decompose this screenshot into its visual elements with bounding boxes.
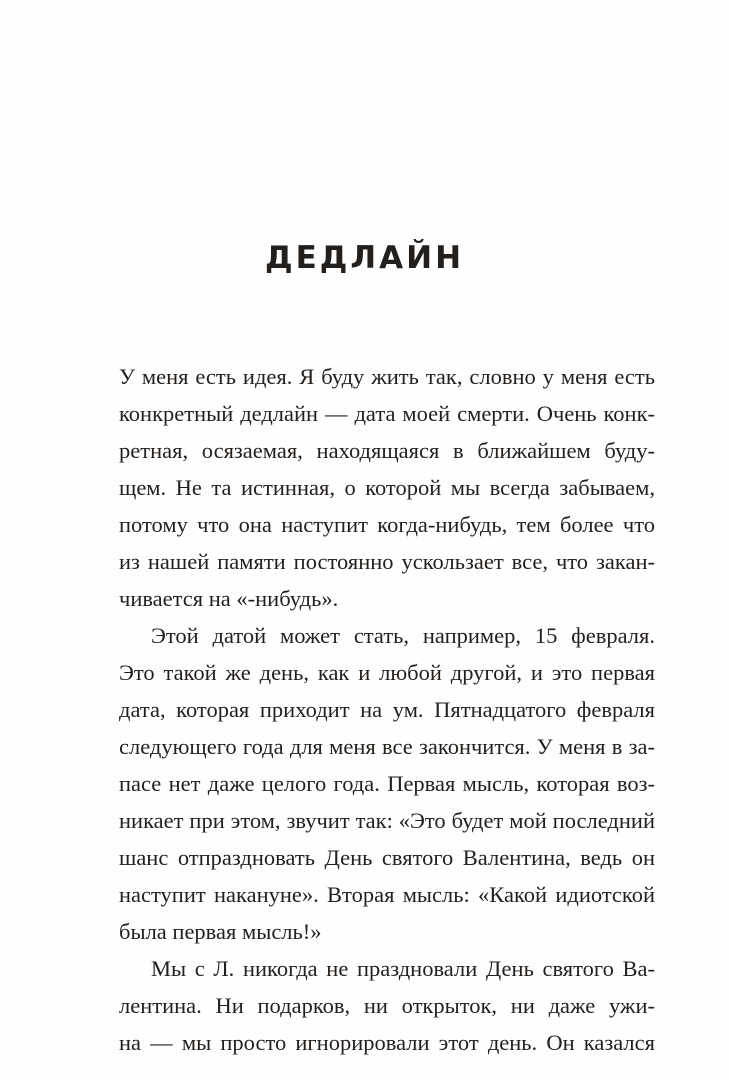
paragraph-3	[119, 950, 655, 1061]
text-line: лентина. Ни подарков, ни открыток, ни даже ужи-	[119, 993, 655, 1018]
text-line: из нашей памяти постоянно ускользает все, что закан-	[119, 549, 655, 574]
text-line: конкретный дедлайн — дата моей смерти. Очень конк-	[119, 401, 655, 426]
text-line: потому что она наступит когда-нибудь, тем более что	[119, 512, 655, 537]
text-line: щем. Не та истинная, о которой мы всегда забываем,	[119, 475, 655, 500]
text-line: Этой датой может стать, например, 15 февраля.	[151, 623, 655, 648]
text-line: дата, которая приходит на ум. Пятнадцатого февраля	[119, 697, 655, 722]
text-line: наступит накануне». Вторая мысль: «Какой идиотской	[119, 882, 655, 907]
paragraph-1	[119, 358, 655, 617]
text-line: ретная, осязаемая, находящаяся в ближайшем буду-	[119, 438, 655, 463]
chapter-body	[119, 358, 655, 1061]
text-line: чивается на «-нибудь».	[119, 586, 339, 611]
text-line: никает при этом, звучит так: «Это будет мой последний	[119, 808, 655, 833]
text-line: Мы с Л. никогда не праздновали День святого Ва-	[151, 956, 655, 981]
text-line: была первая мысль!»	[119, 919, 322, 944]
text-line: Это такой же день, как и любой другой, и это первая	[119, 660, 655, 685]
text-line: пасе нет даже целого года. Первая мысль, которая воз-	[119, 771, 655, 796]
text-line: шанс отпраздновать День святого Валентина, ведь он	[119, 845, 655, 870]
chapter-title: ДЕДЛАЙН	[264, 240, 465, 276]
paragraph-2	[119, 617, 655, 950]
text-line: У меня есть идея. Я буду жить так, словно у меня есть	[119, 364, 655, 389]
text-line: на — мы просто игнорировали этот день. Он казался	[119, 1030, 655, 1055]
text-line: следующего года для меня все закончится. У меня в за-	[119, 734, 655, 759]
